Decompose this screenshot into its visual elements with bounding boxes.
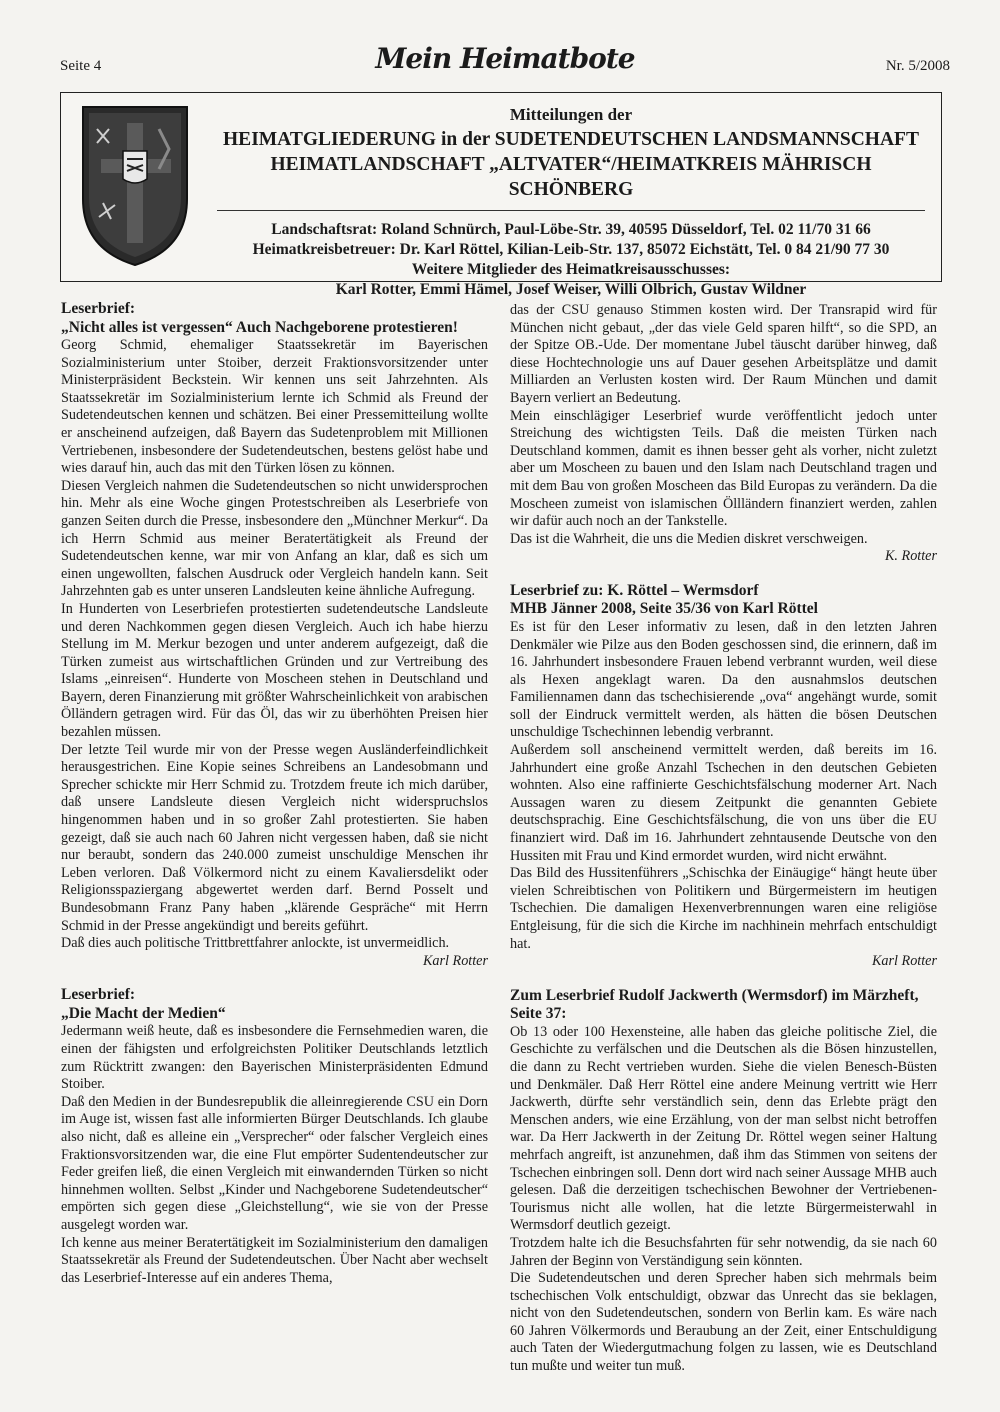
heimat-info-box [60, 92, 942, 298]
article1-kicker: Leserbrief: [61, 300, 136, 317]
box-divider [217, 210, 925, 211]
paragraph: Daß dies auch politische Trittbrettfahrer anlockte, ist unvermeidlich. [61, 935, 450, 952]
paragraph: Jedermann weiß heute, daß es insbesondere die Fernsehmedien waren, die einen der fähigsten und erfolgreichsten Politiker Deutschlands letztlich zum Rücktritt zwangen: den Bayerischen Ministerpräsidenten Edmund Stoiber. [61, 1023, 488, 1093]
committee-members: Karl Rotter, Emmi Hämel, Josef Weiser, Willi Olbrich, Gustav Wildner [335, 281, 807, 298]
paragraph: Das Bild des Hussitenführers „Schischka der Einäugige“ hängt heute über vielen Schreibtischen von Politikern und Bürgermeistern im heutigen Tschechien. Die damaligen Hexenverbrennungen waren eine religiöse Entgleisung, für die sich die Kirche im nachhinein mehrfach entschuldigt hat. [510, 865, 937, 952]
article3-subtitle: MHB Jänner 2008, Seite 35/36 von Karl Röttel [510, 600, 818, 618]
column-right [510, 302, 937, 1376]
paragraph: Georg Schmid, ehemaliger Staatssekretär im Bayerischen Sozialministerium unter Stoiber, derzeit Fraktionsvorsitzender unter Ministerpräsident Beckstein. Wir kennen uns seit Jahrzehnten. Als Staatssekretär im Sozialministerium lernte ich Schmid als Freund der Sudetendeutschen kennen und schätzen. Bei einer Pressemitteilung wollte er anscheinend aufzeigen, daß Bayern das Sudetenproblem mit Millionen Vertriebenen, insbesondere der Sudetendeutschen, bestens gelöst habe und wies darauf hin, auch das mit den Türken lösen zu können. [61, 337, 488, 477]
article2-title: „Die Macht der Medien“ [61, 1004, 226, 1022]
masthead-title: Mein Heimatbote [375, 42, 635, 75]
article4-title: Zum Leserbrief Rudolf Jackwerth (Wermsdorf) im Märzheft, Seite 37: [510, 986, 919, 1023]
paragraph: das der CSU genauso Stimmen kosten wird. Der Transrapid wird für München nicht gebaut, „der das viele Geld sparen hilft“, so die SPD, an der Spitze OB.-Ude. Der momentane Jubel täuscht darüber hinweg, daß diese Hochtechnologie uns auf Dauer gesehen Arbeitsplätze und damit Milliarden an Verlusten kosten wird. Der Raum München und damit Bayern verliert an Bedeutung. [510, 302, 937, 406]
box-org-line2: HEIMATLANDSCHAFT „ALTVATER“/HEIMATKREIS MÄHRISCH SCHÖNBERG [270, 154, 872, 200]
page-header [60, 42, 950, 82]
contact-heimatkreisbetreuer: Heimatkreisbetreuer: Dr. Karl Röttel, Kilian-Leib-Str. 137, 85072 Eichstätt, Tel. 0 84 21/90 77 30 [252, 241, 890, 258]
box-intro: Mitteilungen der [509, 105, 633, 124]
box-org-line1: HEIMATGLIEDERUNG in der SUDETENDEUTSCHEN LANDSMANNSCHAFT [223, 129, 919, 150]
paragraph: Der letzte Teil wurde mir von der Presse wegen Ausländerfeindlichkeit herausgestrichen. Eine Kopie seines Schreibens an Landesobmann und Sprecher schickte mir Herr Schmid zu. Trotzdem freute ich mich darüber, daß unsere Landsleute diesen Vergleich nicht widerspruchslos hingenommen haben und in so großer Zahl protestierten. Sie haben gezeigt, daß sie auch nach 60 Jahren nicht vergessen haben, daß sie nicht nur beraubt, sondern das 240.000 zumeist unschuldige Menschen ihr Leben verloren. Daß Völkermord nicht zu einem Kavaliersdelikt oder Religionsspaziergang abgewertet werden darf. Bernd Posselt und Bundesobmann Franz Pany haben „klärende Gespräche“ mit Herrn Schmid in der Presse angekündigt und bereits geführt. [61, 741, 488, 934]
paragraph: Außerdem soll anscheinend vermittelt werden, daß bereits im 16. Jahrhundert eine große Anzahl Tschechen in den deutschen Gebieten wohnten. Also eine raffinierte Geschichtsfälschung moderner Art. Nach Aussagen waren zu diesem Zeitpunkt die genannten Gebiete deutschsprachig. Eine Geschichtsfälschung, die von uns über die EU finanziert wird. Daß im 16. Jahrhundert zehntausende Deutsche von den Hussiten mit Frau und Kind ermordet wurden, wird nicht erwähnt. [510, 742, 937, 864]
paragraph: Die Sudetendeutschen und deren Sprecher haben sich mehrmals beim tschechischen Volk entschuldigt, obzwar das Unrecht das sie beklagen, nicht von den Sudetendeutschen, sondern von Berlin kam. Es wäre nach 60 Jahren Völkermords und Beraubung an der Zeit, einer Entschuldigung auch Taten der Wiedergutmachung folgen zu lassen, wie es Deutschland tun mußte und weiter tun muß. [510, 1270, 937, 1375]
article3-title: Leserbrief zu: K. Röttel – Wermsdorf [510, 581, 759, 599]
paragraph: Daß den Medien in der Bundesrepublik die alleinregierende CSU ein Dorn im Auge ist, wissen fast alle informierten Bürger Deutschlands. Ich glaube also nicht, daß es alleine ein „Versprecher“ oder falscher Vergleich eines Fraktionsvorsitzenden war, die eine Flut empörter Sudentendeutscher zur Feder greifen ließ, die einen Vergleich mit einwandernden Türken so nicht hinnehmen wollten. Selbst „Kinder und Nachgeborene Sudetendeutscher“ empörten sich gegen diese „Gleichstellung“, wie sie von der Presse ausgelegt worden war. [61, 1093, 488, 1233]
paragraph: Diesen Vergleich nahmen die Sudetendeutschen so nicht unwidersprochen hin. Mehr als eine Woche gingen Protestschreiben als Leserbriefe von ganzen Seiten durch die Presse, insbesondere den „Münchner Merkur“. Da ich Herrn Schmid aus meiner Beratertätigkeit als Freund der Sudetendeutschen kenne, war mir von Anfang an klar, daß es sich um einen ungewollten, falschen Ausdruck oder Vergleich handeln kann. Seit Jahrzehnten gab es unter unseren Landsleuten keine ähnliche Aufregung. [61, 477, 488, 600]
article3-signature: Karl Rotter [871, 953, 937, 970]
article2-signature: K. Rotter [884, 548, 937, 565]
article1-title: „Nicht alles ist vergessen“ Auch Nachgeborene protestieren! [61, 318, 458, 336]
paragraph: Mein einschlägiger Leserbrief wurde veröffentlicht jedoch unter Streichung des wichtigsten Teils. Daß die meisten Türken nach Deutschland kommen, damit es ihnen besser geht als vorher, nicht zuletzt aber um Moscheen zu bauen und den Islam nach Deutschland tragen und mit dem Bau von großen Moscheen das Bild Europas zu verändern. Da die Moscheen zumeist von islamischen Öllländern finanziert werden, zahlen wir dafür auch noch an der Tankstelle. [510, 407, 937, 530]
coat-of-arms-icon [75, 99, 195, 269]
column-left [61, 300, 488, 1287]
paragraph: Das ist die Wahrheit, die uns die Medien diskret verschweigen. [510, 530, 868, 547]
paragraph: Ob 13 oder 100 Hexensteine, alle haben das gleiche politische Ziel, die Geschichte zu verfälschen und die Deutschen als die Bösen hinzustellen, die dann zu Recht vertrieben wurden. Siehe die vielen Benesch-Büsten und Denkmäler. Daß Herr Röttel eine andere Meinung vertritt wie Herr Jackwerth, dürfte sehr verständlich sein, denn das Erlebte prägt den Menschen anders, wie eine Erzählung, von der man selbst nicht betroffen war. Da Herr Jackwerth in der Zeitung Dr. Röttel wegen seiner Haltung mehrfach angreift, ist anzunehmen, daß ihm das Stimmen von seitens der Tschechen einbringen soll. Denn dort wird nach seiner Aussage MHB auch gelesen. Daß die derzeitigen tschechischen Bewohner der Vertriebenen-Tourismus nicht alle wollen, hat die letzte Bürgermeisterwahl in Wermsdorf deutlich gezeigt. [510, 1023, 937, 1234]
contact-landschaftsrat: Landschaftsrat: Roland Schnürch, Paul-Löbe-Str. 39, 40595 Düsseldorf, Tel. 02 11/70 31 66 [271, 221, 871, 238]
committee-label: Weitere Mitglieder des Heimatkreisausschusses: [411, 261, 731, 278]
article2-kicker: Leserbrief: [61, 986, 136, 1004]
paragraph: In Hunderten von Leserbriefen protestierten sudetendeutsche Landsleute und deren Nachkommen gegen diesen Vergleich. Auch ich habe hierzu Stellung im M. Merkur bezogen und unter anderem aufgezeigt, daß die Türken zumeist aus wirtschaftlichen Gründen und zur Vertreibung des Islams „einreisen“. Hunderte von Moscheen stehen in Deutschland und Bayern, deren Finanzierung mit größter Wahrscheinlichkeit von arabischen Ölländern getragen wird. Für das Öl, das wir zu überhöhten Preisen hier bezahlen müssen. [61, 600, 488, 741]
paragraph: Ich kenne aus meiner Beratertätigkeit im Sozialministerium den damaligen Staatssekretär als Freund der Sudetendeutschen. Über Nacht aber wechselt das Leserbrief-Interesse auf ein anderes Thema, [61, 1234, 488, 1286]
issue-number: Nr. 5/2008 [885, 58, 950, 74]
paragraph: Es ist für den Leser informativ zu lesen, daß in den letzten Jahren Denkmäler wie Pilze aus den Boden geschossen sind, die erinnern, daß im 16. Jahrhundert insbesondere Frauen lebend verbrannt wurden, weil diese als Hexen angeklagt waren. Da den ausnahmslos deutschen Familiennamen dann das tschechisierende „ova“ angehängt wurde, somit soll der Eindruck vermittelt werden, als hätten die bösen Deutschen unschuldige Tschechinnen lebendig verbrannt. [510, 618, 937, 741]
page-number: Seite 4 [60, 58, 102, 74]
paragraph: Trotzdem halte ich die Besuchsfahrten für sehr notwendig, da sie nach 60 Jahren der Beginn von Verständigung sein könnten. [510, 1234, 937, 1269]
article1-signature: Karl Rotter [422, 952, 488, 969]
